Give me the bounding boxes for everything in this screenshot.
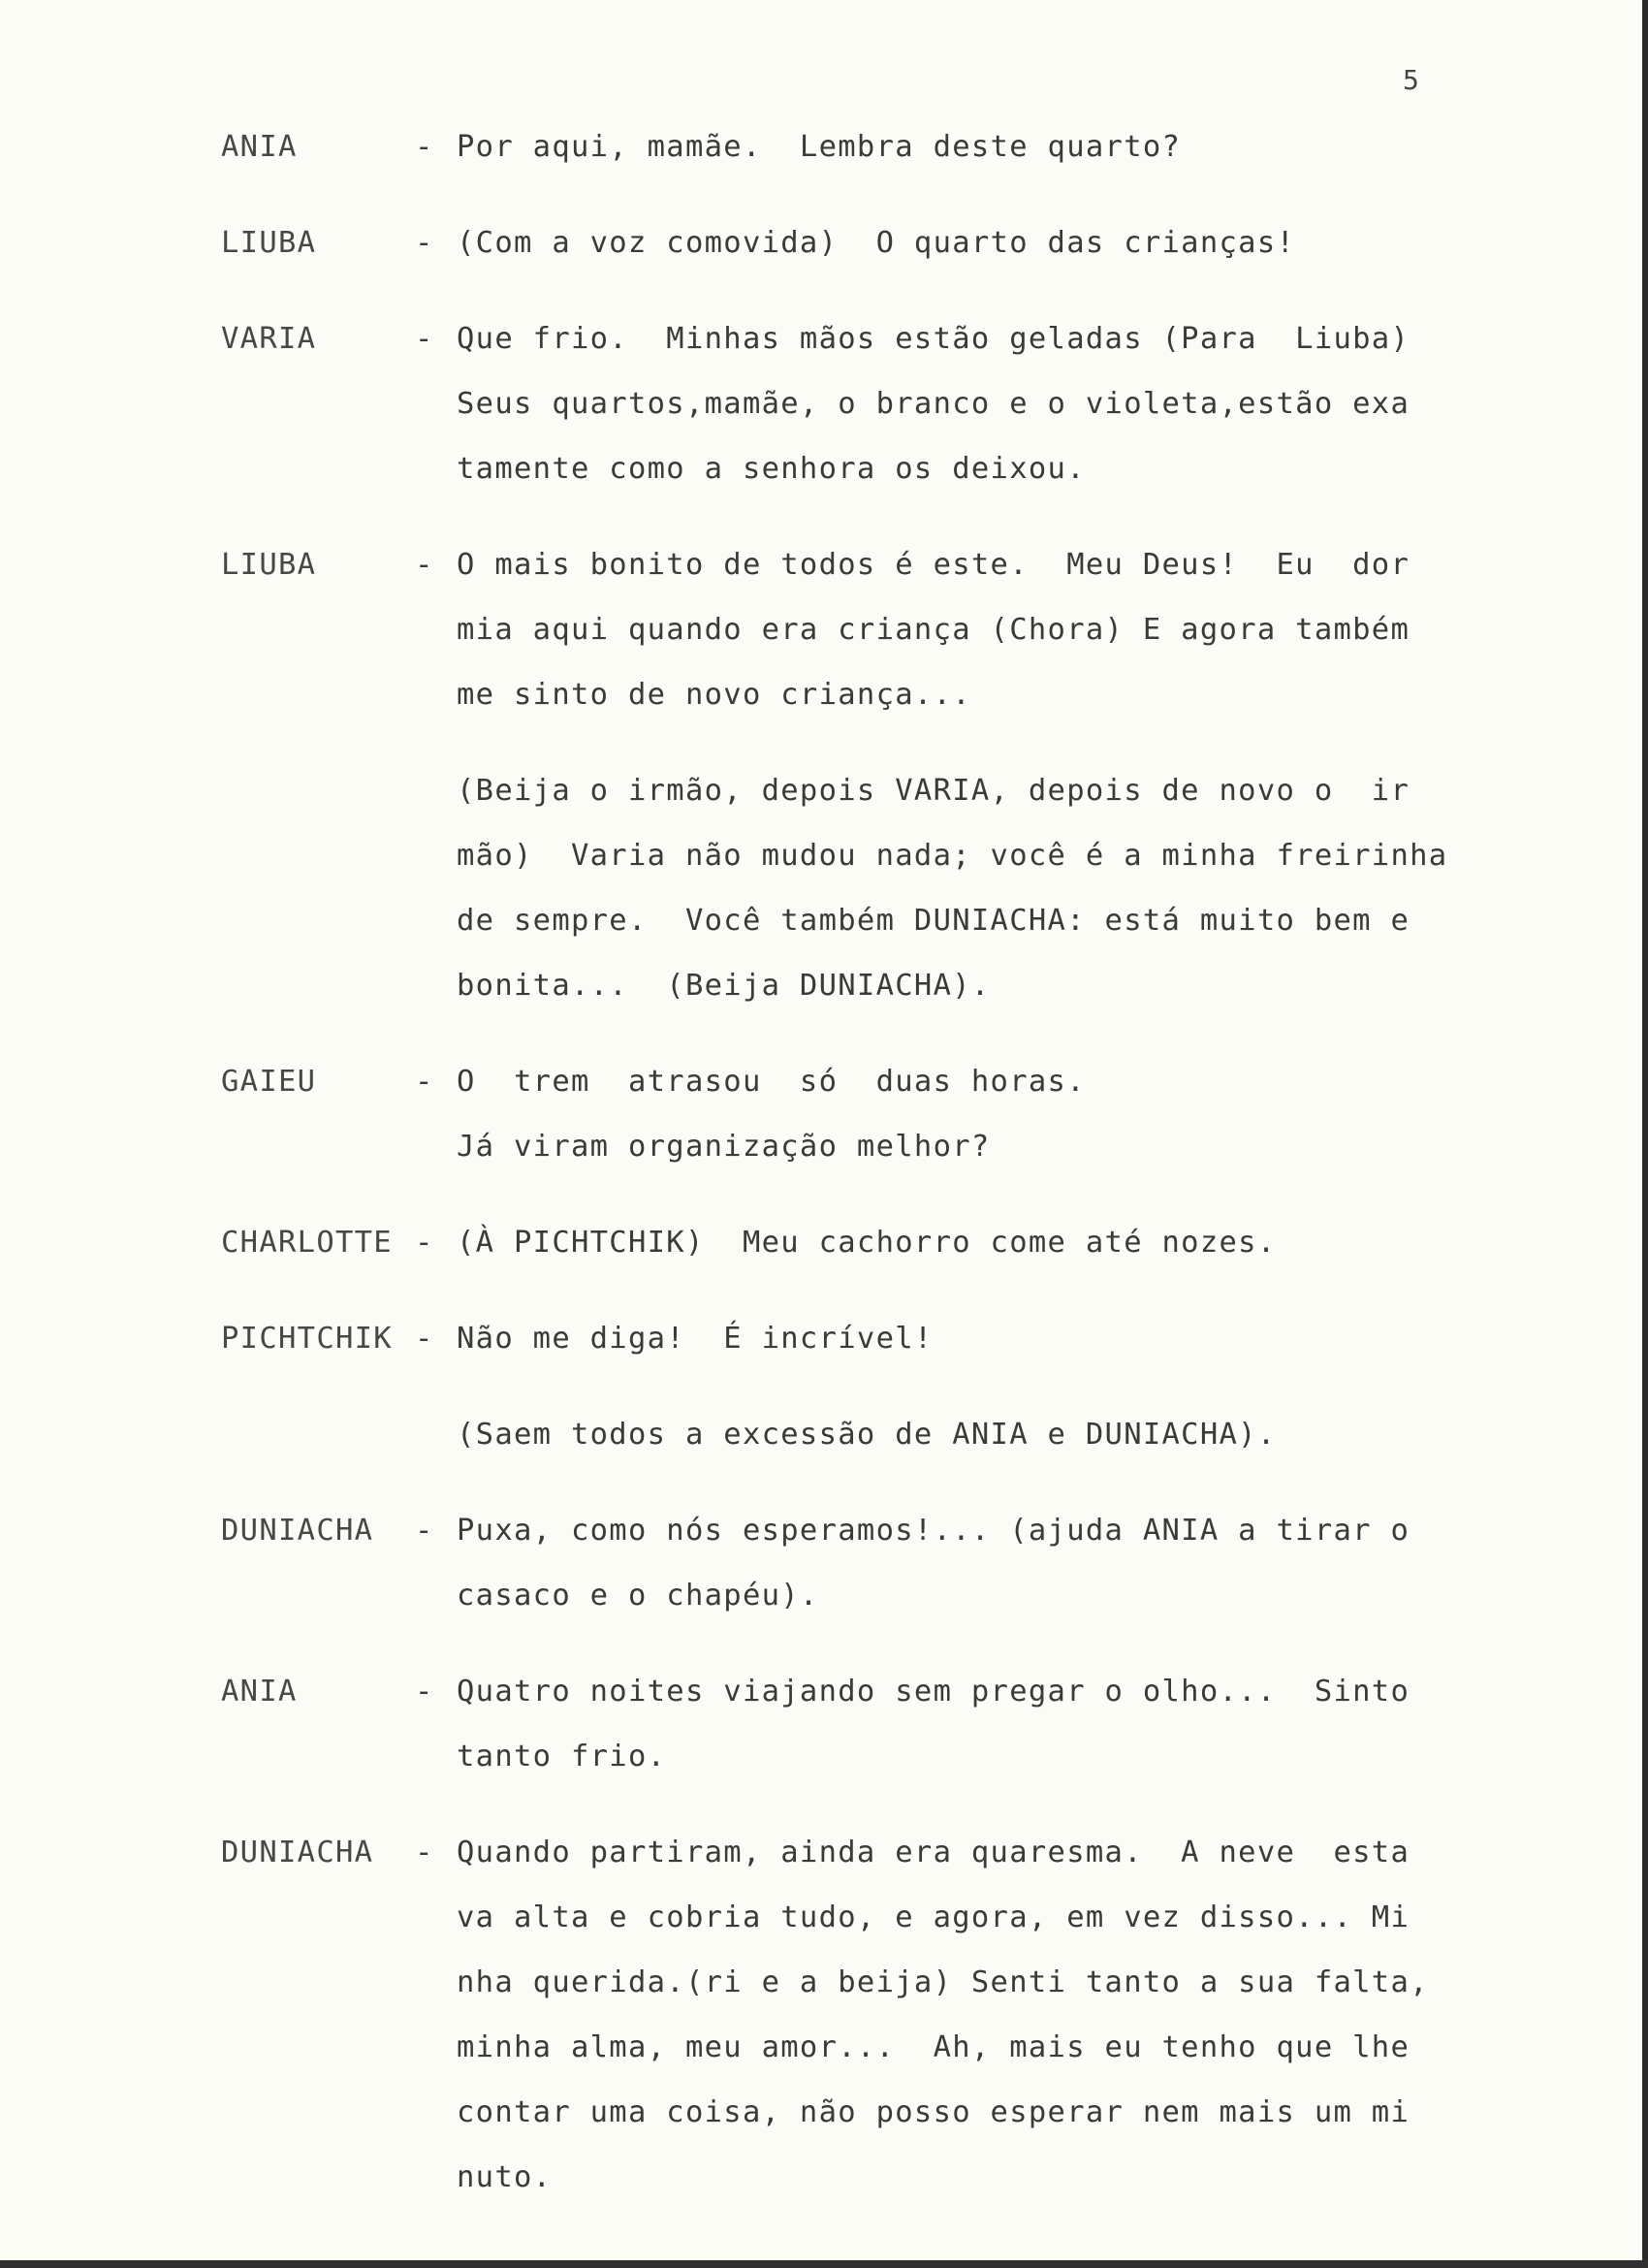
stage-line: (Saem todos a excessão de ANIA e DUNIACHA). <box>457 1418 1277 1452</box>
dialogue-line: O trem atrasou só duas horas. <box>457 1065 1086 1099</box>
dialogue-line: Já viram organização melhor? <box>457 1130 991 1164</box>
dialogue-dash: - <box>415 1226 434 1260</box>
stage-direction <box>457 1402 1481 1467</box>
dialogue-line: Quatro noites viajando sem pregar o olho... Sinto <box>457 1675 1410 1709</box>
page-number: 5 <box>1403 64 1419 96</box>
scan-edge-bottom <box>0 2260 1648 2268</box>
speaker-name: GAIEU <box>221 1065 317 1099</box>
dialogue-line: Quando partiram, ainda era quaresma. A neve esta <box>457 1836 1410 1869</box>
dialogue-line: Que frio. Minhas mãos estão geladas (Para Liuba) <box>457 322 1410 356</box>
dialogue-line: nuto. <box>457 2160 553 2194</box>
dialogue-line: Seus quartos,mamãe, o branco e o violeta,estão exa <box>457 387 1410 421</box>
speaker-name: DUNIACHA <box>221 1836 374 1869</box>
dialogue-line: Por aqui, mamãe. Lembra deste quarto? <box>457 130 1182 164</box>
dialogue-line: nha querida.(ri e a beija) Senti tanto a sua falta, <box>457 1965 1429 1999</box>
dialogue-dash: - <box>415 1675 434 1709</box>
script-body <box>221 114 1481 2210</box>
speaker-name: PICHTCHIK <box>221 1322 393 1356</box>
speaker-name: ANIA <box>221 130 298 164</box>
speaker-name: LIUBA <box>221 548 317 582</box>
dialogue-entry <box>221 306 1481 501</box>
dialogue-dash: - <box>415 1836 434 1869</box>
dialogue-line: (Com a voz comovida) O quarto das crianças! <box>457 226 1296 260</box>
dialogue-line: Não me diga! É incrível! <box>457 1322 934 1356</box>
dialogue-entry <box>221 1820 1481 2210</box>
stage-line: (Beija o irmão, depois VARIA, depois de novo o ir <box>457 774 1410 808</box>
speaker-name: CHARLOTTE <box>221 1226 393 1260</box>
dialogue-line: tanto frio. <box>457 1740 667 1773</box>
stage-line: de sempre. Você também DUNIACHA: está muito bem e <box>457 904 1410 938</box>
dialogue-line: tamente como a senhora os deixou. <box>457 452 1086 486</box>
dialogue-line: Puxa, como nós esperamos!... (ajuda ANIA a tirar o <box>457 1514 1410 1548</box>
speaker-name: VARIA <box>221 322 317 356</box>
speaker-name: DUNIACHA <box>221 1514 374 1548</box>
scan-edge-right <box>1642 0 1648 2268</box>
dialogue-dash: - <box>415 322 434 356</box>
dialogue-line: O mais bonito de todos é este. Meu Deus! Eu dor <box>457 548 1410 582</box>
dialogue-dash: - <box>415 130 434 164</box>
dialogue-dash: - <box>415 1322 434 1356</box>
dialogue-entry <box>221 1659 1481 1789</box>
dialogue-entry <box>221 1049 1481 1179</box>
dialogue-dash: - <box>415 226 434 260</box>
dialogue-entry <box>221 1306 1481 1371</box>
dialogue-entry <box>221 532 1481 727</box>
dialogue-dash: - <box>415 1065 434 1099</box>
dialogue-line: va alta e cobria tudo, e agora, em vez disso... Mi <box>457 1901 1410 1934</box>
dialogue-entry <box>221 1210 1481 1275</box>
dialogue-line: mia aqui quando era criança (Chora) E agora também <box>457 613 1410 647</box>
dialogue-line: casaco e o chapéu). <box>457 1579 819 1613</box>
dialogue-entry <box>221 210 1481 275</box>
stage-direction <box>457 758 1481 1018</box>
dialogue-entry <box>221 114 1481 179</box>
speaker-name: LIUBA <box>221 226 317 260</box>
stage-line: mão) Varia não mudou nada; você é a minha freirinha <box>457 839 1448 873</box>
dialogue-line: me sinto de novo criança... <box>457 678 971 712</box>
dialogue-dash: - <box>415 548 434 582</box>
dialogue-line: minha alma, meu amor... Ah, mais eu tenho que lhe <box>457 2030 1410 2064</box>
speaker-name: ANIA <box>221 1675 298 1709</box>
dialogue-dash: - <box>415 1514 434 1548</box>
dialogue-line: (À PICHTCHIK) Meu cachorro come até nozes. <box>457 1226 1277 1260</box>
dialogue-entry <box>221 1498 1481 1628</box>
dialogue-line: contar uma coisa, não posso esperar nem mais um mi <box>457 2095 1410 2129</box>
stage-line: bonita... (Beija DUNIACHA). <box>457 969 991 1003</box>
